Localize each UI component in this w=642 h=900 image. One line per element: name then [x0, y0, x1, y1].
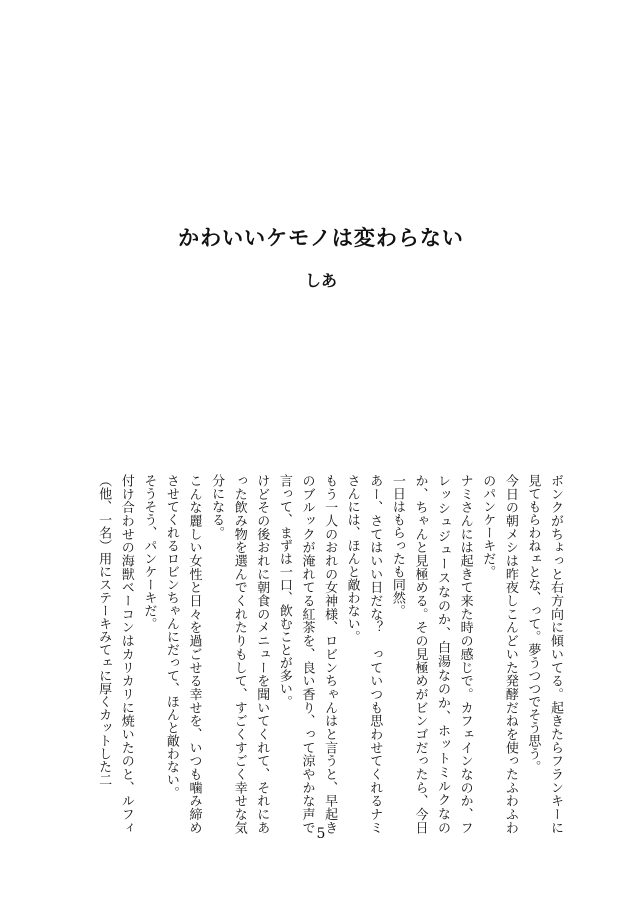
story-title: かわいいケモノは変わらない — [178, 226, 464, 250]
paragraph: あー、さてはいい日だな？ っていつも思わせてくれるナミさんには、ほんと敵わない。 — [344, 474, 383, 834]
paragraph: 今日の朝メシは昨夜しこんどいた発酵だねを使ったふわふわのパンケーキだ。 — [480, 474, 518, 834]
paragraph: こんな麗しい女性と日々を過ごせる幸せを、いつも噛み締めさせてくれるロビンちゃんにだって、ほんと敵わない。 — [163, 474, 202, 834]
paragraph: 付け合わせの海獣ベーコンはカリカリに焼いたのと、ルフィ（他、一名）用にステーキみてェに厚くカットした二 — [96, 474, 134, 834]
story-body — [96, 474, 566, 834]
author-name: しあ — [304, 271, 337, 290]
paragraph: ナミさんには起きて来た時の感じで。カフェインなのか、フレッシュジュースなのか、白湯なのか、ホットミルクなのか、ちゃんと見極める。その見極めがビンゴだったら、今日一日はもらったも同然。 — [389, 474, 473, 834]
paragraph: ボンクがちょっと右方向に傾いてる。起きたらフランキーに見てもらわねェとな、って。夢うつつでそう思う。 — [525, 474, 563, 834]
paragraph: もう一人のおれの女神様、ロビンちゃんはと言うと、早起きのブルックが淹れてる紅茶を、良い香り、って涼やかな声で言って、まずは一口、飲むことが多い。 — [276, 474, 338, 834]
page-number: 5 — [316, 826, 326, 842]
paragraph: そうそう、パンケーキだ。 — [141, 474, 157, 630]
paragraph: けどその後おれに朝食のメニューを聞いてくれて、それにあった飲み物を選んでくれたりもして、すごくすごく幸せな気分になる。 — [209, 474, 270, 834]
